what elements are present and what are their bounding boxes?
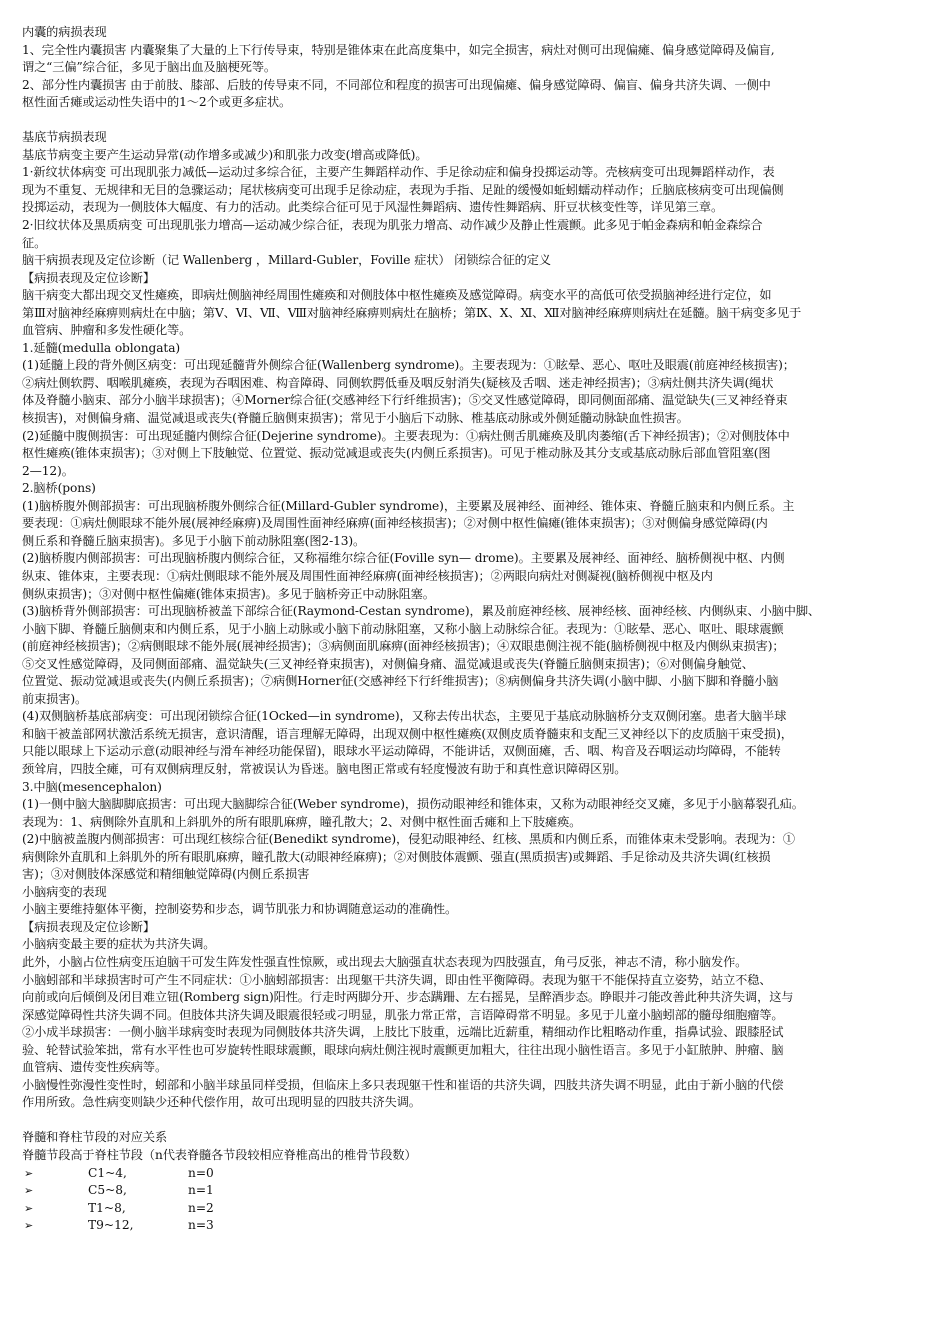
- text-line: 小脑主要维持躯体平衡，控制姿势和步态，调节肌张力和协调随意运动的准确性。: [22, 902, 458, 917]
- text-line: 小脑下脚、脊髓丘脑侧束和内侧丘系，见于小脑上动脉或小脑下前动脉阻塞，又称小脑上动脉综合征。表现为：①眩晕、恶心、呕吐、眼球震颤: [22, 621, 784, 636]
- segment-offset: n=0: [188, 1165, 214, 1180]
- text-line: 1·新纹状体病变 可出现肌张力减低—运动过多综合征，主要产生舞蹈样动作、手足徐动症和偏身投掷运动等。壳核病变可出现舞蹈样动作，表: [22, 165, 775, 180]
- text-line: 内囊的病损表现: [22, 25, 107, 39]
- text-line: 害)；③对侧肢体深感觉和精细触觉障碍(内侧丘系损害: [22, 867, 310, 882]
- text-line: (1)一侧中脑大脑脚脚底损害：可出现大脑脚综合征(Weber syndrome)，损伤动眼神经和锥体束，又称为动眼神经交叉瘫，多见于小脑幕裂孔疝。: [22, 797, 804, 812]
- segment-offset: n=3: [188, 1218, 214, 1233]
- text-line: 病侧除外直肌和上斜肌外的所有眼肌麻痹，瞳孔散大(动眼神经麻痹)；②对侧肢体震颤、强直(黑质损害)或舞蹈、手足徐动及共济失调(红核损: [22, 849, 771, 864]
- text-line: 【病损表现及定位诊断】: [22, 919, 155, 934]
- text-line: 和脑干被盖部网状激活系统无损害，意识清醒，语言理解无障碍，出现双侧中枢性瘫痪(双侧皮质脊髓束和支配三叉神经以下的皮质脑干束受损)，: [22, 726, 793, 741]
- text-line: 作用所致。急性病变则缺少还种代偿作用，故可出现明显的四肢共济失调。: [22, 1095, 421, 1110]
- text-line: 体及脊髓小脑束、部分小脑半球损害)；④Morner综合征(交感神经下行纤维损害)；⑤交叉性感觉障碍，即同侧面部痛、温觉缺失(三叉神经脊束: [22, 393, 788, 408]
- arrow-bullet-icon: ➢: [24, 1201, 34, 1215]
- text-line: 脊髓和脊柱节段的对应关系: [22, 1130, 168, 1145]
- text-line: 2·旧纹状体及黑质病变 可出现肌张力增高—运动减少综合征，表现为肌张力增高、动作减少及静止性震颤。此多见于帕金森病和帕金森综合: [22, 218, 763, 233]
- text-line: 深感觉障碍性共济失调不同。但肢体共济失调及眼震很轻或刁明显，肌张力常正常，言语障碍常不明显。多见于儿童小脑蚓部的髓母细胞瘤等。: [22, 1007, 784, 1022]
- text-line: ②小成半球损害：一侧小脑半球病变时表现为同侧肢体共济失调，上肢比下肢重，远端比近薪重，精细动作比粗略动作重，指鼻试验、跟膝胫试: [22, 1025, 784, 1040]
- text-line: (4)双侧脑桥基底部病变：可出现闭锁综合征(1Ocked—in syndrome)，又称去传出状态，主要见于基底动脉脑桥分支双侧闭塞。患者大脑半球: [22, 709, 787, 724]
- text-line: 位置觉、振动觉减退或丧失(内侧丘系损害)；⑦病侧Horner征(交感神经下行纤维损害)；⑧病侧偏身共济失调(小脑中脚、小脑下脚和脊髓小脑: [22, 674, 779, 689]
- text-line: 表现为：1、病侧除外直肌和上斜肌外的所有眼肌麻痹，瞳孔散大；2、对侧中枢性面舌瘫和上下肢瘫痪。: [22, 814, 582, 829]
- text-line: 脊髓节段高于脊柱节段（n代表脊髓各节段较相应脊椎高出的椎骨节段数）: [22, 1148, 417, 1162]
- text-line: 向前或向后倾倒及闭目难立钮(Romberg sign)阳性。行走时两脚分开、步态蹒跚、左右摇晃，呈醉酒步态。睁眼并刁能改善此种共济失调，这与: [22, 990, 794, 1005]
- text-line: ⑤交叉性感觉障碍，及同侧面部痛、温觉缺失(三叉神经脊束损害)，对侧偏身痛、温觉减退或丧失(脊髓丘脑侧束损害)；⑥对侧偏身触觉、: [22, 656, 754, 671]
- text-line: 小脑蚓部和半球损害时可产生不同症状：①小脑蚓部损害：出现躯干共济失调，即由性平衡障碍。表现为躯干不能保持直立姿势，站立不稳、: [22, 972, 772, 987]
- text-line: 前束损害)。: [22, 691, 88, 706]
- text-line: 【病损表现及定位诊断】: [22, 270, 155, 285]
- spinal-segment: T9~12,: [88, 1218, 134, 1233]
- spinal-segment: C5~8,: [88, 1183, 127, 1198]
- text-line: (2)中脑被盖腹内侧部损害：可出现红核综合征(Benedikt syndrome)，侵犯动眼神经、红核、黑质和内侧丘系，而锥体束未受影响。表现为：①: [22, 832, 795, 847]
- text-line: 侧丘系和脊髓丘脑束损害)。多见于小脑下前动脉阻塞(图2-13)。: [22, 533, 366, 548]
- text-line: 谓之“三偏”综合征，多见于脑出血及脑梗死等。: [22, 60, 277, 75]
- text-line: 只能以眼球上下运动示意(动眼神经与滑车神经功能保留)，眼球水平运动障碍，不能讲话，双侧面瘫，舌、咽、构音及吞咽运动均障碍，不能转: [22, 744, 781, 759]
- text-line: (1)延髓上段的背外侧区病变：可出现延髓背外侧综合征(Wallenberg syndrome)。主要表现为：①眩晕、恶心、呕吐及眼震(前庭神经核损害)；: [22, 358, 795, 373]
- segment-offset: n=2: [188, 1200, 214, 1215]
- text-line: 征。: [22, 235, 47, 250]
- text-line: 纵束、锥体束，主要表现：①病灶侧眼球不能外展及周围性面神经麻痹(面神经核损害)；②两眼向病灶对侧凝视(脑桥侧视中枢及内: [22, 568, 713, 583]
- text-line: 血管病、遗传变性疾病等。: [22, 1060, 168, 1075]
- text-line: (2)脑桥腹内侧部损害：可出现脑桥腹内侧综合征，又称福维尔综合征(Foville syn— drome)。主要累及展神经、面神经、脑桥侧视中枢、内侧: [22, 551, 785, 566]
- text-line: 此外，小脑占位性病变压迫脑干可发生阵发性强直性惊厥，或出现去大脑强直状态表现为四肢强直，角弓反张，神志不清，称小脑发作。: [22, 954, 748, 969]
- text-line: 要表现：①病灶侧眼球不能外展(展神经麻痹)及周围性面神经麻痹(面神经核损害)；②对侧中枢性偏瘫(锥体束损害)；③对侧偏身感觉障碍(内: [22, 516, 768, 531]
- text-line: 小脑病变最主要的症状为共济失调。: [22, 937, 216, 952]
- text-line: 1、完全性内囊损害 内囊聚集了大量的上下行传导束，特别是锥体束在此高度集中，如完全损害，病灶对侧可出现偏瘫、偏身感觉障碍及偏盲,: [22, 42, 775, 57]
- text-line: 现为不重复、无规律和无目的急骤运动；尾状核病变可出现手足徐动症，表现为手指、足趾的缓慢如蚯蚓蠕动样动作；丘脑底核病变可出现偏侧: [22, 182, 784, 197]
- text-line: 验、轮替试验笨拙，常有水平性也可岁旋转性眼球震颤，眼球向病灶侧注视时震颤更加粗大，往往出现小脑性语言。多见于小缸脓肿、肿瘤、脑: [22, 1042, 784, 1057]
- blank-line: [22, 112, 928, 130]
- list-item: [22, 1165, 928, 1183]
- text-line: 2.脑桥(pons): [22, 481, 96, 496]
- text-line: 枢性瘫痪(锥体束损害)；③对侧上下肢触觉、位置觉、振动觉减退或丧失(内侧丘系损害)。可见于椎动脉及其分支或基底动脉后部血管阻塞(图: [22, 446, 771, 461]
- text-line: (3)脑桥背外侧部损害：可出现脑桥被盖下部综合征(Raymond-Cestan syndrome)，累及前庭神经核、展神经核、面神经核、内侧纵束、小脑中脚、: [22, 604, 821, 619]
- text-line: 血管病、肿瘤和多发性硬化等。: [22, 323, 192, 338]
- text-line: 2—12)。: [22, 463, 74, 478]
- text-line: 2、部分性内囊损害 由于前肢、膝部、后肢的传导束不同，不同部位和程度的损害可出现偏瘫、偏身感觉障碍、偏盲、偏身共济失调、一侧中: [22, 77, 771, 92]
- spine-mapping-list: [22, 1165, 928, 1235]
- text-line: 基底节病损表现: [22, 130, 107, 145]
- text-line: (1)脑桥腹外侧部损害：可出现脑桥腹外侧综合征(Millard-Gubler syndrome)，主要累及展神经、面神经、锥体束、脊髓丘脑束和内侧丘系。主: [22, 498, 795, 513]
- spinal-segment: C1~4,: [88, 1165, 127, 1180]
- list-item: [22, 1200, 928, 1218]
- text-line: 1.延髓(medulla oblongata): [22, 340, 181, 355]
- text-line: 小脑慢性弥漫性变性时，蚓部和小脑半球虽同样受损，但临床上多只表现躯干性和崔语的共济失调，四肢共济失调不明显，此由于新小脑的代偿: [22, 1077, 784, 1092]
- spinal-segment: T1~8,: [88, 1200, 126, 1215]
- text-line: 脑干病损表现及定位诊断（记 Wallenberg ，Millard-Gubler，Foville 症状） 闭锁综合征的定义: [22, 253, 551, 268]
- arrow-bullet-icon: ➢: [24, 1219, 34, 1233]
- arrow-bullet-icon: ➢: [24, 1166, 34, 1180]
- text-line: 投掷运动，表现为一侧肢体大幅度、有力的活动。此类综合征可见于风湿性舞蹈病、遗传性舞蹈病、肝豆状核变性等，详见第三章。: [22, 200, 724, 215]
- text-line: 脑干病变大都出现交叉性瘫痪，即病灶侧脑神经周围性瘫痪和对侧肢体中枢性瘫痪及感觉障碍。病变水平的高低可依受损脑神经进行定位，如: [22, 288, 772, 303]
- segment-offset: n=1: [188, 1183, 214, 1198]
- text-line: 核损害)，对侧偏身痛、温觉减退或丧失(脊髓丘脑侧束损害)；常见于小脑后下动脉、椎基底动脉或外侧延髓动脉缺血性损害。: [22, 411, 689, 426]
- text-line: (2)延髓中腹侧损害：可出现延髓内侧综合征(Dejerine syndrome)。主要表现为：①病灶侧舌肌瘫痪及肌肉萎缩(舌下神经损害)；②对侧肢体中: [22, 428, 790, 443]
- text-line: 3.中脑(mesencephalon): [22, 779, 162, 794]
- text-line: 小脑病变的表现: [22, 884, 107, 899]
- list-item: [22, 1217, 928, 1235]
- arrow-bullet-icon: ➢: [24, 1184, 34, 1198]
- text-line: 侧纵束损害)；③对侧中枢性偏瘫(锥体束损害)。多见于脑桥旁正中动脉阻塞。: [22, 586, 435, 601]
- text-line: 枢性面舌瘫或运动性失语中的1～2个或更多症状。: [22, 95, 292, 110]
- text-line: 基底节病变主要产生运动异常(动作增多或减少)和肌张力改变(增高或降低)。: [22, 147, 428, 162]
- list-item: [22, 1182, 928, 1200]
- text-line: ②病灶侧软腭、咽喉肌瘫痪，表现为吞咽困难、构音障碍、同侧软腭低垂及咽反射消失(疑核及舌咽、迷走神经损害)；③病灶侧共济失调(绳状: [22, 375, 774, 390]
- text-line: 第Ⅲ对脑神经麻痹则病灶在中脑；第Ⅴ、Ⅵ、Ⅶ、Ⅷ对脑神经麻痹则病灶在脑桥；第Ⅸ、Ⅹ、Ⅺ、Ⅻ对脑神经麻痹则病灶在延髓。脑干病变多见于: [22, 305, 802, 320]
- text-line: 颈耸肩，四肢全瘫，可有双侧病理反射，常被误认为昏迷。脑电图正常或有轻度慢波有助于和真性意识障碍区别。: [22, 761, 627, 776]
- document-body: [22, 24, 928, 1165]
- text-line: (前庭神经核损害)；②病侧眼球不能外展(展神经损害)；③病侧面肌麻痹(面神经核损害)；④双眼患侧注视不能(脑桥侧视中枢及内侧纵束损害)；: [22, 639, 785, 654]
- blank-line: [22, 1112, 928, 1130]
